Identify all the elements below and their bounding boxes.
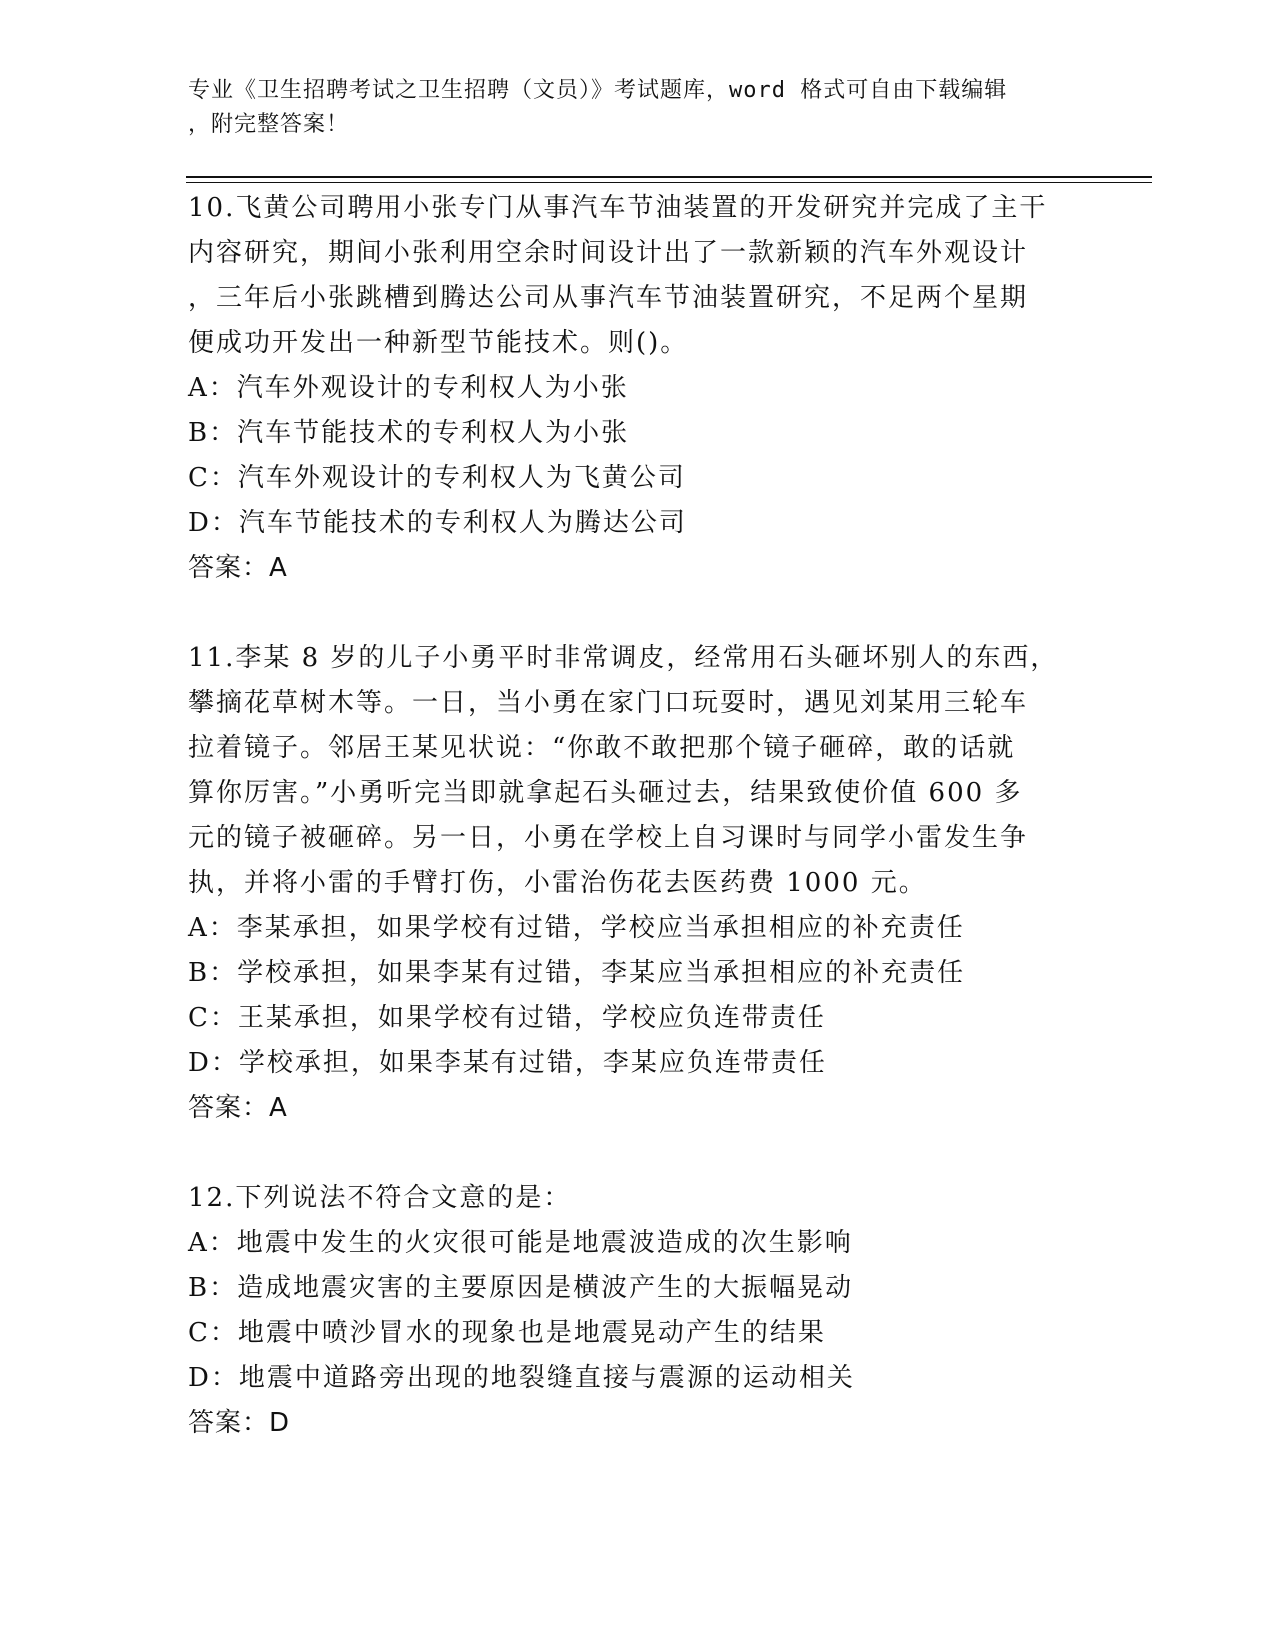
header-divider-thick xyxy=(186,176,1152,178)
question-stem-line: 拉着镜子。邻居王某见状说：“你敢不敢把那个镜子砸碎，敢的话就 xyxy=(188,733,1016,763)
option-d: D：地震中道路旁出现的地裂缝直接与震源的运动相关 xyxy=(188,1363,855,1393)
question-12 xyxy=(188,1176,1088,1446)
option-d: D：汽车节能技术的专利权人为腾达公司 xyxy=(188,508,687,538)
option-b: B：汽车节能技术的专利权人为小张 xyxy=(188,418,630,448)
answer: 答案：D xyxy=(188,1408,291,1438)
header-line-2: ，附完整答案！ xyxy=(188,112,350,137)
question-stem-line: 11.李某 8 岁的儿子小勇平时非常调皮，经常用石头砸坏别人的东西， xyxy=(188,643,1059,673)
question-stem-line: 执，并将小雷的手臂打伤，小雷治伤花去医药费 1000 元。 xyxy=(188,868,927,898)
question-11 xyxy=(188,636,1088,1131)
spacer xyxy=(188,591,1088,636)
option-b: B：学校承担，如果李某有过错，李某应当承担相应的补充责任 xyxy=(188,958,966,988)
question-stem-line: 内容研究，期间小张利用空余时间设计出了一款新颖的汽车外观设计 xyxy=(188,238,1029,268)
question-10 xyxy=(188,186,1088,591)
option-c: C：地震中喷沙冒水的现象也是地震晃动产生的结果 xyxy=(188,1318,826,1348)
option-d: D：学校承担，如果李某有过错，李某应负连带责任 xyxy=(188,1048,827,1078)
question-stem-line: 算你厉害。”小勇听完当即就拿起石头砸过去，结果致使价值 600 多 xyxy=(188,778,1023,808)
option-c: C：王某承担，如果学校有过错，学校应负连带责任 xyxy=(188,1003,826,1033)
question-list xyxy=(188,186,1088,1446)
question-stem-line: 攀摘花草树木等。一日，当小勇在家门口玩耍时，遇见刘某用三轮车 xyxy=(188,688,1029,718)
question-stem-line: 12.下列说法不符合文意的是： xyxy=(188,1183,572,1213)
option-b: B：造成地震灾害的主要原因是横波产生的大振幅晃动 xyxy=(188,1273,854,1303)
spacer xyxy=(188,1131,1088,1176)
option-a: A：汽车外观设计的专利权人为小张 xyxy=(188,373,629,403)
option-a: A：李某承担，如果学校有过错，学校应当承担相应的补充责任 xyxy=(188,913,965,943)
option-a: A：地震中发生的火灾很可能是地震波造成的次生影响 xyxy=(188,1228,853,1258)
answer: 答案：A xyxy=(188,553,288,583)
answer: 答案：A xyxy=(188,1093,288,1123)
question-stem-line: 元的镜子被砸碎。另一日，小勇在学校上自习课时与同学小雷发生争 xyxy=(188,823,1029,853)
option-c: C：汽车外观设计的专利权人为飞黄公司 xyxy=(188,463,686,493)
document-header xyxy=(188,74,1068,142)
header-line-1: 专业《卫生招聘考试之卫生招聘（文员）》考试题库，word 格式可自由下载编辑 xyxy=(188,78,1008,103)
question-stem-line: 10.飞黄公司聘用小张专门从事汽车节油装置的开发研究并完成了主干 xyxy=(188,193,1048,223)
question-stem-line: ，三年后小张跳槽到腾达公司从事汽车节油装置研究，不足两个星期 xyxy=(188,283,1029,313)
header-divider-thin xyxy=(186,182,1152,183)
question-stem-line: 便成功开发出一种新型节能技术。则()。 xyxy=(188,328,689,358)
